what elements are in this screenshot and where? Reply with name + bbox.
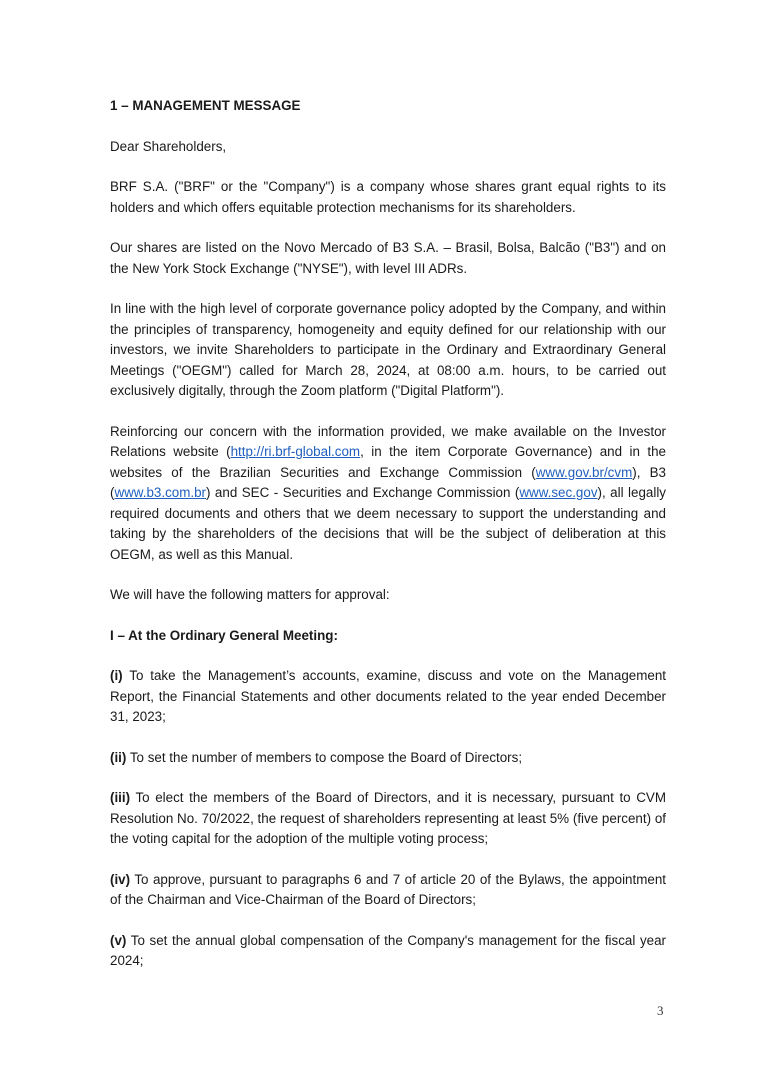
agenda-item-5 [110,931,666,972]
greeting: Dear Shareholders, [110,138,227,154]
agenda-item-4 [110,870,666,911]
agenda-item-1 [110,666,666,728]
agenda-item-label: (iv) [110,871,131,887]
page-number: 3 [657,1003,664,1018]
ordinary-meeting-heading: I – At the Ordinary General Meeting: [110,627,338,643]
investor-relations-link[interactable]: http://ri.brf-global.com [230,444,361,459]
document-body [110,96,666,992]
agenda-item-3 [110,788,666,850]
agenda-item-label: (i) [110,668,123,683]
paragraph-share-listing: Our shares are listed on the Novo Mercado of B3 S.A. – Brasil, Bolsa, Balcão ("B3") and on the New York Stock Exchange ("NYSE"), with level III ADRs. [110,240,666,276]
paragraph-company-description: BRF S.A. ("BRF" or the "Company") is a company whose shares grant equal rights to its holders and which offers equitable protection mechanisms for its shareholders. [110,179,666,215]
agenda-item-text: To elect the members of the Board of Directors, and it is necessary, pursuant to CVM Resolution No. 70/2022, the request of shareholders representing at least 5% (five percent) of the voting capital for the adoption of the multiple voting process; [110,790,666,846]
text-segment: Reinforcing our concern with the information provided, we make available on the Investor Relations website ( [110,423,666,459]
section-title: 1 – MANAGEMENT MESSAGE [110,98,301,113]
paragraph-meeting-invitation: In line with the high level of corporate governance policy adopted by the Company, and within the principles of transparency, homogeneity and equity defined for our relationship with our investors, we invite Shareholders to participate in the Ordinary and Extraordinary General Meetings ("OEGM") called for March 28, 2024, at 08:00 a.m. hours, to be carried out exclusively digitally, through the Zoom platform ("Digital Platform"). [110,301,666,398]
text-segment: ), B3 ( [110,464,667,500]
text-segment: ) and SEC - Securities and Exchange Commission ( [206,485,520,500]
agenda-item-text: To take the Management’s accounts, examine, discuss and vote on the Management Report, the Financial Statements and other documents related to the year ended December 31, 2023; [110,668,666,724]
sec-website-link[interactable]: www.sec.gov [519,485,598,500]
text-segment: , in the item Corporate Governance) and in the websites of the Brazilian Securities and Exchange Commission ( [110,444,666,480]
agenda-item-label: (v) [110,932,127,948]
agenda-item-label: (iii) [110,790,131,805]
cvm-website-link[interactable]: www.gov.br/cvm [535,464,633,480]
agenda-item-text: To approve, pursuant to paragraphs 6 and 7 of article 20 of the Bylaws, the appointment of the Chairman and Vice-Chairman of the Board of Directors; [110,871,666,907]
agenda-item-text: To set the number of members to compose the Board of Directors; [126,749,523,765]
matters-intro: We will have the following matters for approval: [110,587,390,602]
agenda-item-text: To set the annual global compensation of the Company's management for the fiscal year 2024; [110,932,666,968]
b3-website-link[interactable]: www.b3.com.br [114,485,206,500]
paragraph-documents-availability [110,422,666,566]
text-segment: ), all legally required documents and others that we deem necessary to support the understanding and taking by the shareholders of the decisions that will be the subject of deliberation at this OEGM, as well as this Manual. [110,485,666,562]
agenda-item-label: (ii) [110,749,127,765]
agenda-item-2 [110,748,666,769]
